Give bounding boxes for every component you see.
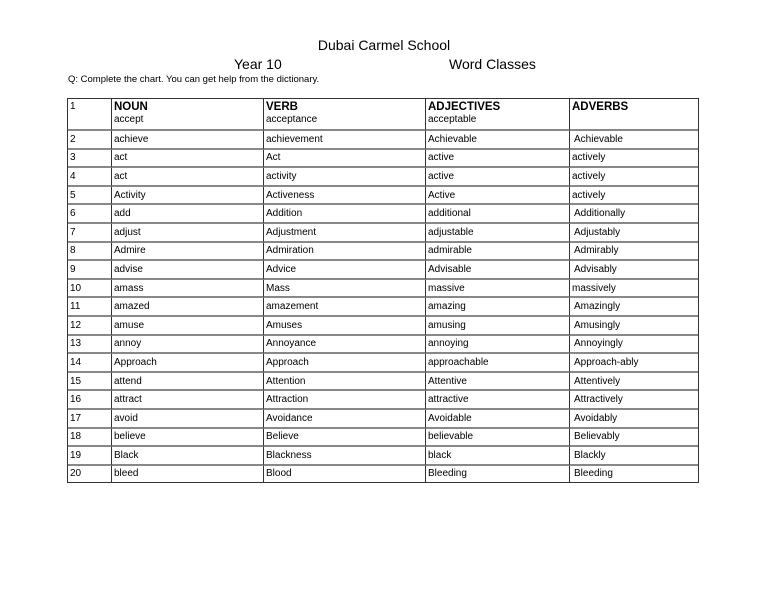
row-number: 14 xyxy=(68,354,112,373)
row-number: 4 xyxy=(68,168,112,187)
adverb-cell: Amusingly xyxy=(570,317,698,336)
verb-cell: activity xyxy=(264,168,426,187)
adjective-cell: believable xyxy=(426,429,570,448)
row-number: 13 xyxy=(68,336,112,355)
row-number: 10 xyxy=(68,280,112,299)
table-row xyxy=(68,317,698,336)
noun-cell: Activity xyxy=(112,187,264,206)
adverb-cell: Bleeding xyxy=(574,468,613,480)
table-row xyxy=(68,280,698,299)
adjectives-header-cell xyxy=(426,99,570,131)
verb-cell: Admiration xyxy=(264,243,426,262)
row-number: 19 xyxy=(68,447,112,466)
verb-cell: Addition xyxy=(264,205,426,224)
verb-cell: Act xyxy=(264,150,426,169)
verb-cell: Amuses xyxy=(264,317,426,336)
adjective-cell: Advisable xyxy=(426,261,570,280)
table-row xyxy=(68,336,698,355)
adjective-cell: additional xyxy=(426,205,570,224)
verb-cell: achievement xyxy=(264,131,426,150)
adverb-cell: Approach-ably xyxy=(570,354,698,373)
verb-cell: acceptance xyxy=(266,114,318,125)
noun-cell: adjust xyxy=(112,224,264,243)
verb-cell: Activeness xyxy=(264,187,426,206)
row-number: 17 xyxy=(68,410,112,429)
row-number: 16 xyxy=(68,391,112,410)
adjective-cell: Attentive xyxy=(426,373,570,392)
row-number: 15 xyxy=(68,373,112,392)
adjective-cell: admirable xyxy=(426,243,570,262)
table-row xyxy=(68,205,698,224)
table-row xyxy=(68,447,698,466)
adjective-cell: black xyxy=(426,447,570,466)
row-number: 1 xyxy=(68,99,112,131)
noun-cell: amuse xyxy=(112,317,264,336)
noun-header: NOUN xyxy=(114,101,148,113)
noun-cell: attend xyxy=(112,373,264,392)
row-number: 7 xyxy=(68,224,112,243)
verb-cell: Attraction xyxy=(264,391,426,410)
question-instruction: Q: Complete the chart. You can get help from the dictionary. xyxy=(68,74,320,85)
adverb-cell: Attentively xyxy=(570,373,698,392)
adjective-cell: active xyxy=(426,168,570,187)
adjective-cell: amusing xyxy=(426,317,570,336)
verb-cell: amazement xyxy=(264,298,426,317)
table-row xyxy=(68,354,698,373)
noun-cell: Black xyxy=(112,447,264,466)
adverb-cell: Annoyingly xyxy=(570,336,698,355)
table-row xyxy=(68,466,698,483)
noun-cell: act xyxy=(112,168,264,187)
adverb-cell: Blackly xyxy=(570,447,698,466)
row-number: 11 xyxy=(68,298,112,317)
table-row xyxy=(68,429,698,448)
adjective-cell: active xyxy=(426,150,570,169)
noun-cell: avoid xyxy=(112,410,264,429)
table-row xyxy=(68,243,698,262)
noun-header-cell xyxy=(112,99,264,131)
verb-cell: Avoidance xyxy=(264,410,426,429)
adjective-cell: Achievable xyxy=(426,131,570,150)
adverb-cell: massively xyxy=(570,280,698,299)
row-number: 9 xyxy=(68,261,112,280)
adverbs-header-cell xyxy=(570,99,698,131)
year-label: Year 10 xyxy=(234,56,282,72)
adjective-cell: adjustable xyxy=(426,224,570,243)
row-number: 2 xyxy=(68,131,112,150)
verb-header: VERB xyxy=(266,101,298,113)
adverb-cell: actively xyxy=(570,187,698,206)
word-classes-table xyxy=(67,98,699,483)
noun-cell: Admire xyxy=(112,243,264,262)
adjective-cell: massive xyxy=(426,280,570,299)
noun-cell: accept xyxy=(114,114,144,125)
noun-cell: advise xyxy=(112,261,264,280)
noun-cell: add xyxy=(112,205,264,224)
verb-header-cell xyxy=(264,99,426,131)
noun-cell: amass xyxy=(112,280,264,299)
row-number: 20 xyxy=(68,466,112,483)
table-row xyxy=(68,150,698,169)
adjective-cell: Bleeding xyxy=(426,466,570,483)
adjective-cell: attractive xyxy=(426,391,570,410)
verb-cell: Advice xyxy=(264,261,426,280)
adverb-cell: Believably xyxy=(570,429,698,448)
verb-cell: Believe xyxy=(264,429,426,448)
adverb-cell: Additionally xyxy=(570,205,698,224)
table-row xyxy=(68,410,698,429)
row-number: 8 xyxy=(68,243,112,262)
verb-cell: Adjustment xyxy=(264,224,426,243)
adverb-cell: Amazingly xyxy=(570,298,698,317)
adverb-cell: actively xyxy=(570,168,698,187)
adverb-cell: Advisably xyxy=(570,261,698,280)
noun-cell: act xyxy=(112,150,264,169)
verb-cell: Attention xyxy=(264,373,426,392)
noun-cell: attract xyxy=(112,391,264,410)
verb-cell: Annoyance xyxy=(264,336,426,355)
subject-title: Word Classes xyxy=(449,56,536,72)
adjective-cell: amazing xyxy=(426,298,570,317)
adjective-cell: annoying xyxy=(426,336,570,355)
row-number: 12 xyxy=(68,317,112,336)
adjective-cell: approachable xyxy=(426,354,570,373)
row-number: 6 xyxy=(68,205,112,224)
noun-cell: believe xyxy=(112,429,264,448)
adjective-cell: acceptable xyxy=(428,114,477,125)
noun-cell: Approach xyxy=(112,354,264,373)
table-row xyxy=(68,298,698,317)
noun-cell: amazed xyxy=(112,298,264,317)
noun-cell: bleed xyxy=(112,466,264,483)
adverb-cell: Admirably xyxy=(570,243,698,262)
adjectives-header: ADJECTIVES xyxy=(428,101,501,113)
adverbs-header: ADVERBS xyxy=(572,101,629,113)
table-header-row xyxy=(68,99,698,131)
adverb-cell: Adjustably xyxy=(570,224,698,243)
verb-cell: Approach xyxy=(264,354,426,373)
adverb-cell: actively xyxy=(570,150,698,169)
noun-cell: annoy xyxy=(112,336,264,355)
adverb-cell: Attractively xyxy=(570,391,698,410)
verb-cell: Blackness xyxy=(264,447,426,466)
table-row xyxy=(68,373,698,392)
verb-cell: Mass xyxy=(264,280,426,299)
table-row xyxy=(68,224,698,243)
row-number: 18 xyxy=(68,429,112,448)
table-row xyxy=(68,391,698,410)
verb-cell: Blood xyxy=(264,466,426,483)
table-row xyxy=(68,187,698,206)
adverb-cell: Achievable xyxy=(570,131,698,150)
table-row xyxy=(68,131,698,150)
row-number: 5 xyxy=(68,187,112,206)
row-number: 3 xyxy=(68,150,112,169)
table-row xyxy=(68,261,698,280)
adjective-cell: Active xyxy=(426,187,570,206)
adjective-cell: Avoidable xyxy=(426,410,570,429)
table-row xyxy=(68,168,698,187)
school-name: Dubai Carmel School xyxy=(317,37,451,53)
adverb-cell: Avoidably xyxy=(570,410,698,429)
noun-cell: achieve xyxy=(112,131,264,150)
